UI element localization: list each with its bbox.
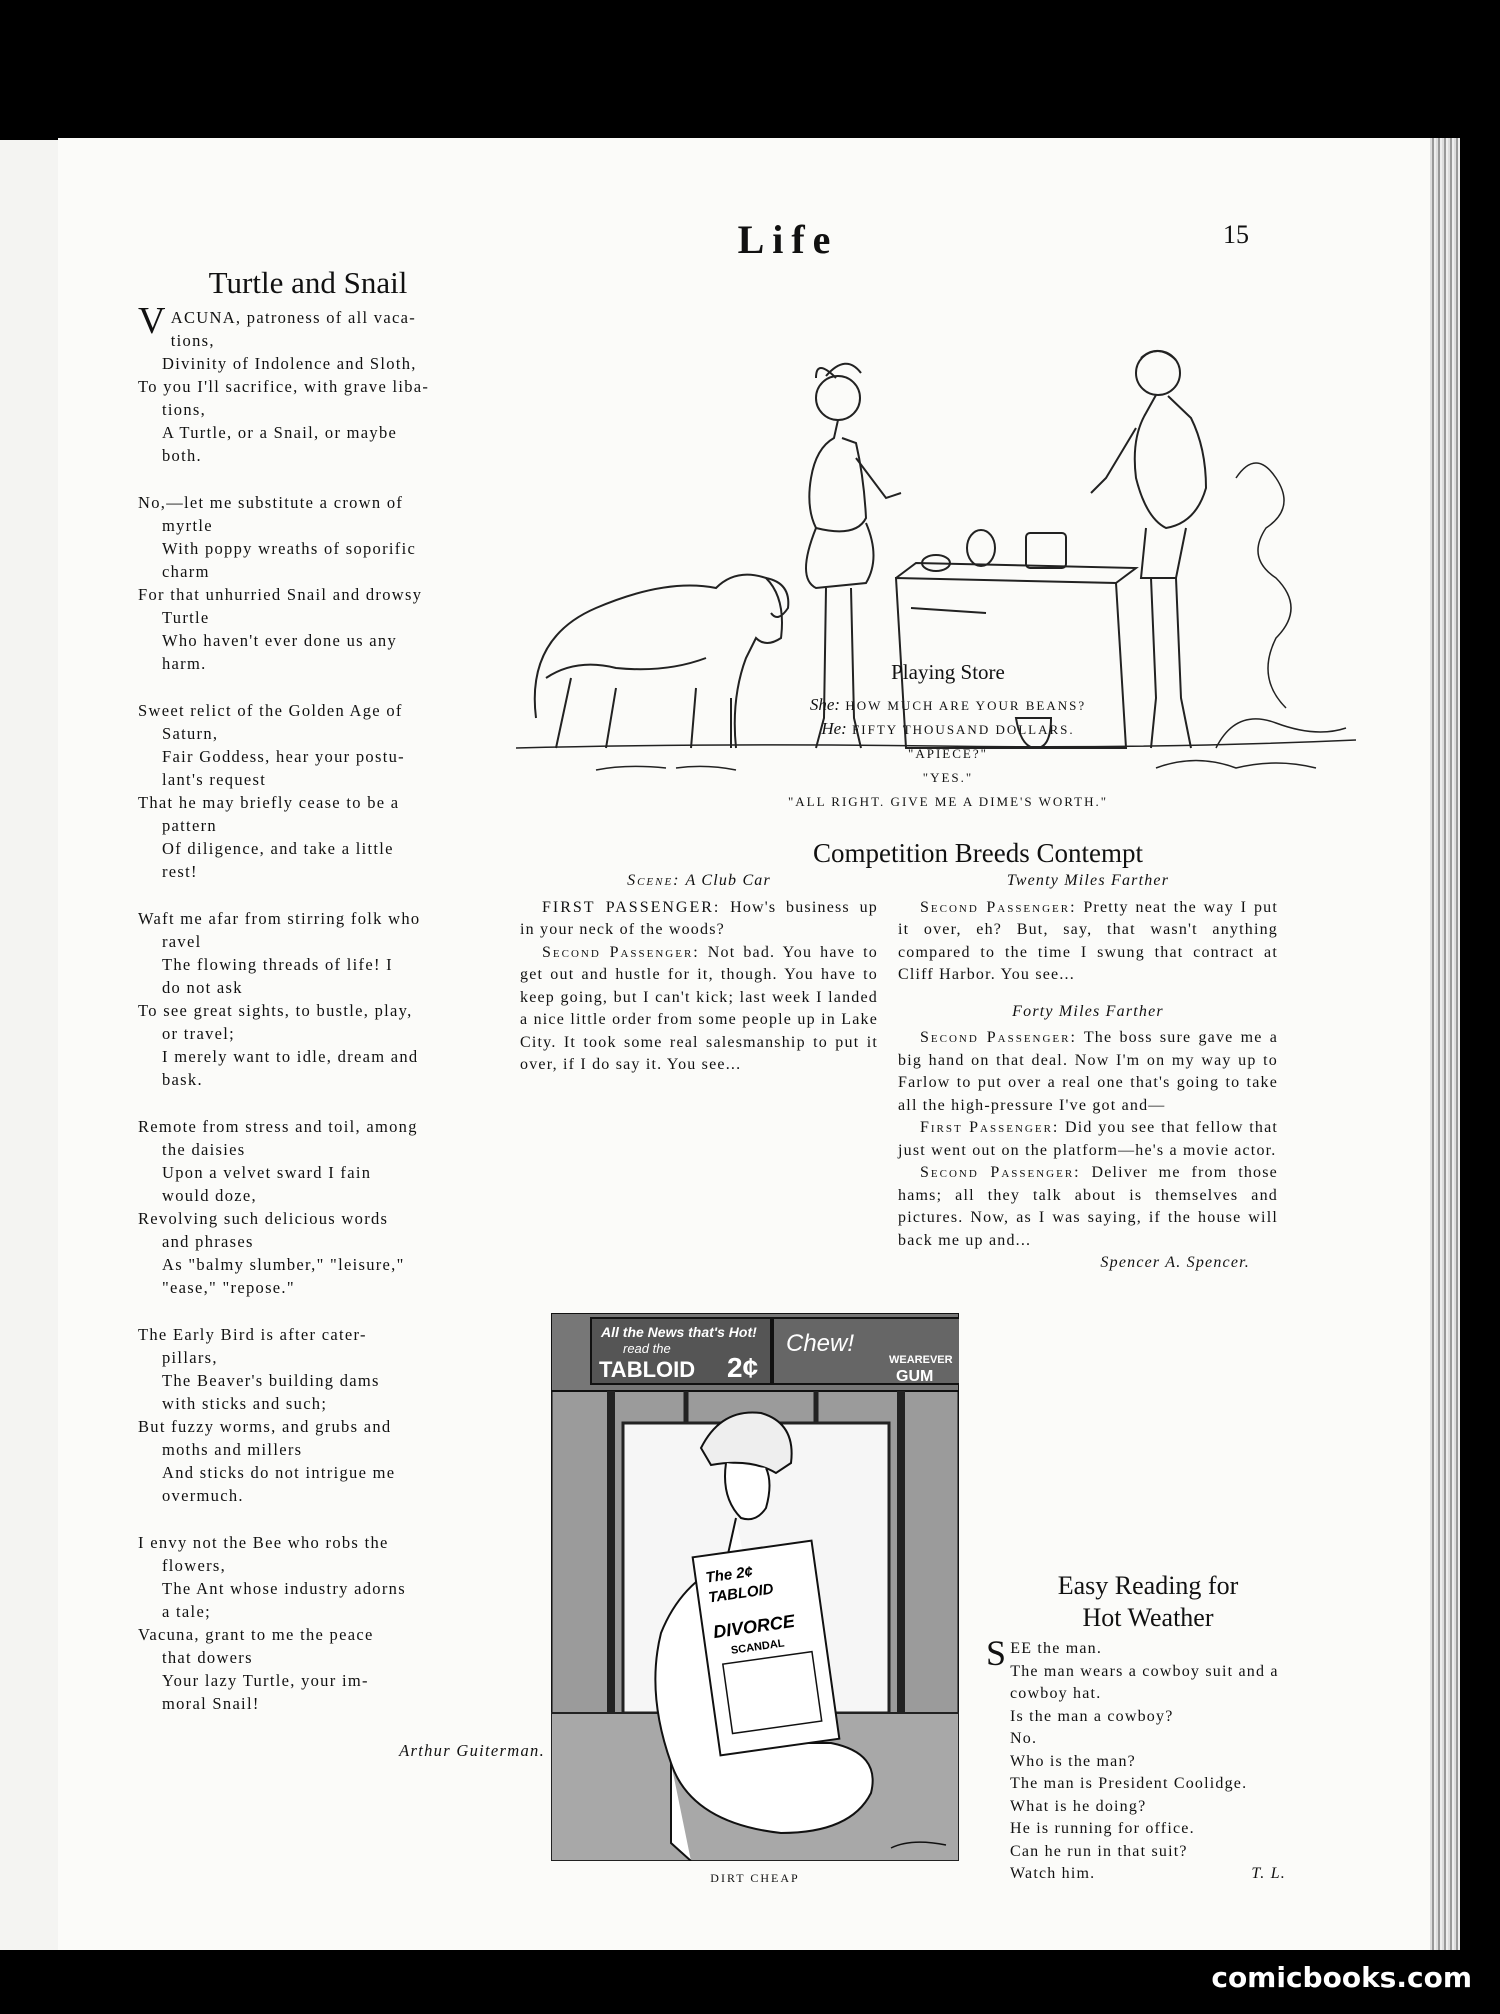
ad-read-the: read the bbox=[623, 1341, 671, 1356]
poem-line: Saturn, bbox=[162, 724, 219, 743]
subhead-twenty-miles: Twenty Miles Farther bbox=[1006, 872, 1170, 889]
easy-line: The man wears a cowboy suit and a cowboy hat. bbox=[1010, 1662, 1279, 1702]
poem-line: Waft me afar from stirring folk who bbox=[138, 909, 421, 928]
article-column-left bbox=[520, 870, 878, 1077]
caption-line bbox=[658, 789, 1238, 813]
illustration-caption-title: Playing Store bbox=[891, 660, 1005, 684]
dialogue-paragraph bbox=[898, 897, 1278, 987]
easy-line: Who is the man? bbox=[1010, 1752, 1136, 1770]
poem-line: Divinity of Indolence and Sloth, bbox=[162, 354, 417, 373]
dialogue-paragraph bbox=[898, 1117, 1278, 1162]
page-number: 15 bbox=[1223, 220, 1249, 249]
poem-line: The flowing threads of life! I bbox=[162, 955, 393, 974]
poem-line: I envy not the Bee who robs the bbox=[138, 1533, 389, 1552]
source-watermark: comicbooks.com bbox=[1211, 1961, 1472, 1994]
poem-line: "ease," "repose." bbox=[162, 1278, 295, 1297]
article-column-right bbox=[898, 870, 1278, 1275]
girl-drawing bbox=[806, 364, 901, 748]
poem-line: Fair Goddess, hear your postu- bbox=[162, 747, 405, 766]
caption-text: "APIECE?" bbox=[908, 746, 988, 761]
caption-text: HOW MUCH ARE YOUR BEANS? bbox=[845, 698, 1087, 713]
dialogue-text: Not bad. You have to get out and hustle for it, though. You have to keep going, but I can't kick; last week I landed a nice little order from some people up in Lake City. It took some real salesmanship to put it over, if I do say it. You see... bbox=[520, 943, 878, 1073]
dialogue-text: Pretty neat the way I put it over, eh? But, say, that wasn't anything compared to the time I swung that contract at Cliff Harbor. You see... bbox=[898, 898, 1279, 983]
cartoon-caption: DIRT CHEAP bbox=[710, 1871, 800, 1885]
poem-line: Vacuna, grant to me the peace bbox=[138, 1625, 374, 1644]
poem-line: Of diligence, and take a little bbox=[162, 839, 394, 858]
poem-line: moths and millers bbox=[162, 1440, 303, 1459]
poem-line: But fuzzy worms, and grubs and bbox=[138, 1417, 392, 1436]
poem-line: pillars, bbox=[162, 1348, 218, 1367]
poem-line: moral Snail! bbox=[162, 1694, 260, 1713]
illustration-caption-dialogue bbox=[658, 693, 1238, 813]
masthead: Life bbox=[737, 217, 839, 262]
article-author: Spencer A. Spencer. bbox=[1100, 1254, 1250, 1271]
dialogue-text: How's business up in your neck of the woods? bbox=[520, 898, 878, 938]
ad-headline: All the News that's Hot! bbox=[601, 1324, 757, 1340]
poem-line: the daisies bbox=[162, 1140, 246, 1159]
magazine-page bbox=[58, 138, 1430, 1950]
subhead-forty-miles: Forty Miles Farther bbox=[1012, 1002, 1164, 1020]
poem-line: bask. bbox=[162, 1070, 203, 1089]
speaker-name: FIRST PASSENGER: bbox=[542, 898, 721, 916]
speaker-name: Second Passenger: bbox=[920, 898, 1077, 916]
poem-line: harm. bbox=[162, 654, 207, 673]
poem-line: That he may briefly cease to be a bbox=[138, 793, 400, 812]
caption-line bbox=[658, 765, 1238, 789]
article-title: Competition Breeds Contempt bbox=[813, 838, 1143, 868]
paper-subhead: SCANDAL bbox=[730, 1637, 786, 1657]
poem-line: Your lazy Turtle, your im- bbox=[162, 1671, 369, 1690]
poem-line: a tale; bbox=[162, 1602, 211, 1621]
poem-line: Sweet relict of the Golden Age of bbox=[138, 701, 403, 720]
easy-reading-title bbox=[998, 1570, 1298, 1634]
poem-stanza bbox=[138, 1323, 553, 1507]
easy-line: What is he doing? bbox=[1010, 1797, 1147, 1815]
poem-line: rest! bbox=[162, 862, 198, 881]
poem-line: A Turtle, or a Snail, or maybe bbox=[162, 423, 398, 442]
easy-line: The man is President Coolidge. bbox=[1010, 1775, 1248, 1792]
poem-line: As "balmy slumber," "leisure," bbox=[162, 1255, 405, 1274]
column-left-paragraphs bbox=[520, 897, 878, 1077]
poem-line: ravel bbox=[162, 932, 202, 951]
poem-stanza bbox=[138, 907, 553, 1091]
poem-line: To see great sights, to bustle, play, bbox=[138, 1001, 413, 1020]
poem-line: do not ask bbox=[162, 978, 243, 997]
caption-line bbox=[658, 693, 1238, 717]
gum-ad-brand: WEAREVER bbox=[889, 1354, 953, 1366]
easy-reading-body bbox=[986, 1633, 1316, 1886]
easy-last-line bbox=[986, 1863, 1316, 1886]
paper-name: TABLOID bbox=[707, 1580, 775, 1607]
column-right-paragraphs-1 bbox=[898, 897, 1278, 987]
easy-dropcap: S bbox=[986, 1633, 1008, 1673]
poem-line: Revolving such delicious words bbox=[138, 1209, 389, 1228]
column-right-paragraphs-2 bbox=[898, 1027, 1278, 1252]
poem-line: The Early Bird is after cater- bbox=[138, 1325, 367, 1344]
paper-headline: DIVORCE bbox=[711, 1610, 796, 1643]
easy-title-line1: Easy Reading for bbox=[1057, 1571, 1239, 1600]
poem-stanza bbox=[138, 699, 553, 883]
caption-text: FIFTY THOUSAND DOLLARS. bbox=[852, 722, 1075, 737]
easy-signature: T. L. bbox=[1251, 1865, 1286, 1882]
easy-line: Can he run in that suit? bbox=[1010, 1842, 1188, 1860]
caption-speaker: He: bbox=[821, 719, 847, 738]
poem-stanzas bbox=[138, 300, 553, 1715]
dialogue-paragraph bbox=[520, 897, 878, 942]
dialogue-text: The boss sure gave me a big hand on that deal. Now I'm on my way up to Farlow to put over a real one that's going to take all the high-pressure I've got and— bbox=[898, 1029, 1279, 1114]
poem-author: Arthur Guiterman. bbox=[399, 1741, 545, 1760]
poem-line: Who haven't ever done us any bbox=[162, 631, 398, 650]
poem-line: To you I'll sacrifice, with grave liba- bbox=[138, 377, 430, 396]
poem-title: Turtle and Snail bbox=[208, 265, 408, 300]
dialogue-paragraph bbox=[520, 942, 878, 1077]
ad-tabloid: TABLOID bbox=[599, 1357, 696, 1382]
poem-line: The Beaver's building dams bbox=[162, 1371, 380, 1390]
poem-line: both. bbox=[162, 446, 202, 465]
poem-line: And sticks do not intrigue me bbox=[162, 1463, 396, 1482]
poem-line: and phrases bbox=[162, 1232, 254, 1251]
poem-line: pattern bbox=[162, 816, 217, 835]
scene-text: A Club Car bbox=[685, 872, 771, 889]
scene-label: Scene: bbox=[627, 872, 681, 889]
dialogue-paragraph bbox=[898, 1162, 1278, 1252]
caption-text: "YES." bbox=[922, 770, 974, 785]
poem-line: lant's request bbox=[162, 770, 267, 789]
poem-stanza bbox=[138, 300, 553, 467]
speaker-name: Second Passenger: bbox=[920, 1029, 1077, 1046]
poem-dropcap: V bbox=[138, 300, 167, 342]
caption-text: "ALL RIGHT. GIVE ME A DIME'S WORTH." bbox=[787, 794, 1109, 809]
caption-line bbox=[658, 741, 1238, 765]
poem-line: For that unhurried Snail and drowsy bbox=[138, 585, 423, 604]
poem-line: With poppy wreaths of soporific bbox=[162, 539, 417, 558]
easy-line: No. bbox=[1010, 1730, 1038, 1747]
poem-line: Remote from stress and toil, among bbox=[138, 1117, 418, 1136]
poem-line: The Ant whose industry adorns bbox=[162, 1579, 406, 1598]
poem-line: I merely want to idle, dream and bbox=[162, 1047, 419, 1066]
poem-stanza bbox=[138, 1115, 553, 1299]
poem-line: would doze, bbox=[162, 1186, 257, 1205]
dialogue-text: Deliver me from those hams; all they talk about is themselves and pictures. Now, as I was saying, if the house will back me up and... bbox=[898, 1164, 1278, 1249]
poem-line: tions, bbox=[162, 400, 207, 419]
poem-line: myrtle bbox=[162, 516, 213, 535]
poem-line: charm bbox=[162, 562, 210, 581]
easy-lines bbox=[986, 1661, 1316, 1864]
poem-line: tions, bbox=[170, 331, 215, 350]
speaker-name: Second Passenger: bbox=[542, 943, 700, 961]
scene-line bbox=[520, 870, 878, 893]
poem-line: ACUNA, patroness of all vaca- bbox=[170, 308, 417, 327]
poem-stanza bbox=[138, 1531, 553, 1715]
dialogue-text: Did you see that fellow that just went out on the platform—he's a movie actor. bbox=[898, 1119, 1279, 1159]
speaker-name: Second Passenger: bbox=[920, 1164, 1081, 1181]
poem-line: with sticks and such; bbox=[162, 1394, 328, 1413]
easy-last-text: Watch him. bbox=[1010, 1865, 1096, 1882]
easy-line: He is running for office. bbox=[1010, 1820, 1195, 1837]
caption-line bbox=[658, 717, 1238, 741]
page-stack-edge bbox=[1430, 138, 1460, 1950]
poem-stanza bbox=[138, 491, 553, 675]
easy-first-line: EE the man. bbox=[1010, 1640, 1103, 1657]
paper-price: The 2¢ bbox=[704, 1563, 754, 1587]
dialogue-paragraph bbox=[898, 1027, 1278, 1117]
easy-line: Is the man a cowboy? bbox=[1010, 1707, 1174, 1725]
easy-title-line2: Hot Weather bbox=[1082, 1603, 1214, 1632]
boy-drawing bbox=[1091, 351, 1206, 748]
ad-price: 2¢ bbox=[727, 1352, 759, 1383]
dirt-cheap-cartoon bbox=[551, 1313, 959, 1861]
poem-line: flowers, bbox=[162, 1556, 227, 1575]
poem-line: that dowers bbox=[162, 1648, 253, 1667]
gum-ad-gum: GUM bbox=[896, 1368, 934, 1385]
poem-line: No,—let me substitute a crown of bbox=[138, 493, 404, 512]
caption-speaker: She: bbox=[809, 695, 841, 714]
speaker-name: First Passenger: bbox=[920, 1119, 1060, 1136]
poem-line: Turtle bbox=[162, 608, 210, 627]
poem-line: or travel; bbox=[162, 1024, 236, 1043]
left-page-edge bbox=[0, 140, 61, 1950]
poem-line: overmuch. bbox=[162, 1486, 244, 1505]
gum-ad-chew: Chew! bbox=[786, 1330, 855, 1357]
poem-body bbox=[138, 300, 553, 1762]
poem-line: Upon a velvet sward I fain bbox=[162, 1163, 372, 1182]
